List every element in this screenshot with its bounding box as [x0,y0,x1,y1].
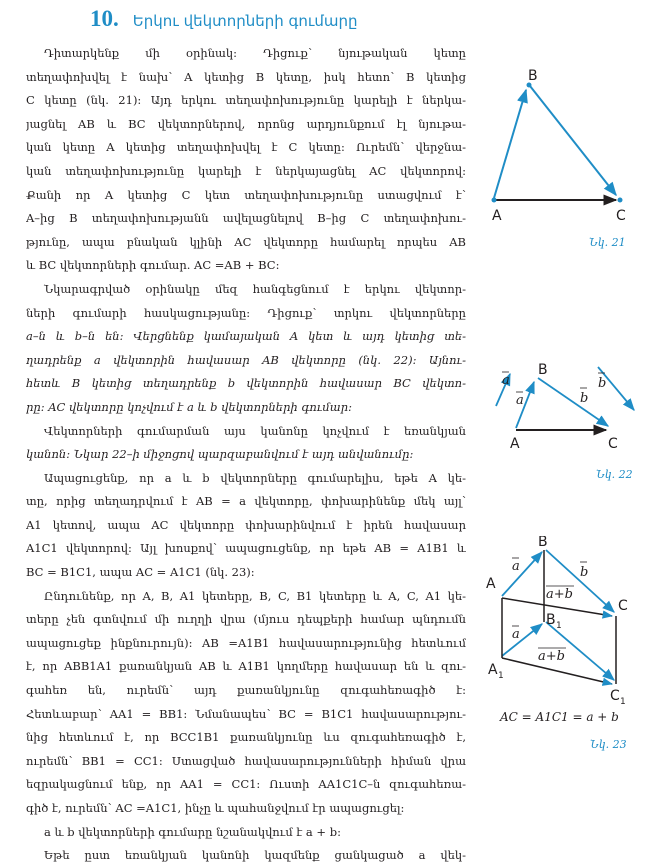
section-heading [90,6,358,32]
figure-21-caption: Նկ. 21 [589,236,626,249]
text-line: Ընդունենք, որ A, B, A1 կետերը, B, C, B1 կետերը և A, C, A1 կե- [44,588,466,603]
text-line: թյունը, ապա բնական կլինի AC վեկտորը համարել որպես AB [26,234,466,249]
label-a: A [510,436,520,452]
figure-23-formula: AC = A1C1 = a + b [500,710,619,724]
point-a [492,198,497,203]
vector-bc [546,550,614,612]
text-line: տեղափոխվել է նախ՝ A կետից B կետը, իսկ հետո՝ B կետից [26,69,466,84]
point-c [618,198,623,203]
text-line: և BC վեկտորների գումար. AC =AB + BC: [26,258,280,273]
label-a: A [492,208,502,222]
figure-21 [482,62,642,222]
label-vec-a: a [512,559,520,574]
label-b: B [528,68,538,84]
label-ab-a: a [516,393,524,408]
vector-ab [494,90,526,198]
text-line: տը, որից տեղադրվում է AB = a վեկտորը, փոխարինենք մեկ այլ՝ [26,494,466,509]
label-c: C [618,598,628,614]
text-line: A1 կետով, ապա AC վեկտորը փոխարինվում է իրեն հավասար [26,517,466,532]
figure-22 [494,362,644,462]
figure-23 [484,536,644,706]
vector-a1b1 [502,624,542,656]
svg-text:1: 1 [556,621,562,631]
text-line: C կետը (նկ. 21): Այդ երկու տեղափոխությունը կարելի է ներկա- [26,93,466,108]
label-vec-a-lower: a [512,627,520,642]
text-line: Հետևաբար՝ AA1 = BB1: Նմանապես՝ BC = B1C1 հավասարությու- [26,706,466,721]
label-vec-a-plus-b-lower: a+b [538,649,565,664]
text-line: ապացուցեք ինքնուրույն): AB =A1B1 հավասարությունից հետևում [26,635,466,650]
text-line: հետև B կետից տեղադրենք b վեկտորին հավասար BC վեկտո- [26,376,466,391]
text-line: նից հետևում է, որ BCC1B1 քառանկյունը ևս զուգահեռագիծ է, [26,730,466,745]
section-number: 10. [90,6,119,31]
label-b: B [538,536,548,550]
label-c1: C [610,688,620,704]
label-c: C [608,436,618,452]
text-line: Եթե ըստ եռանկյան կանոնի կազմենք ցանկացած a վեկ- [44,848,466,863]
text-line: Դիտարկենք մի օրինակ: Դիցուք՝ նյութական կետը [44,46,466,60]
text-line: Վեկտորների գումարման այս կանոնը կոչվում է եռանկյան [44,423,466,438]
label-a1: A [488,662,498,678]
text-line: գիծ է, ուրեմն՝ AC =A1C1, ինչը և պահանջվում էր ապացուցել: [26,801,405,815]
text-line: Ապացուցենք, որ a և b վեկտորները գումարելիս, եթե A կե- [44,470,466,485]
text-line: Նկարագրված օրինակը մեզ հանգեցնում է երկու վեկտոր- [44,281,466,296]
text-line: տերը չեն գտնվում մի ուղղի վրա (մյուս դեպքերի համար պնդումն [26,612,466,627]
vector-ab [502,552,542,596]
label-bc-b: b [580,391,589,406]
text-line: a և b վեկտորների գումարը նշանակվում է a + b: [44,824,341,839]
vector-bc [530,86,616,195]
text-line: եզրակացնում ենք, որ AA1 = CC1: Ուստի AA1C1C–ն զուգահեռա- [26,777,466,792]
label-vec-a-plus-b: a+b [546,587,573,602]
text-line: կան տեղափոխությունը կարելի է ներկայացնել AC վեկտորով: [26,163,466,178]
text-line: a–ն և b–ն են: Վերցնենք կամայական A կետ և այդ կետից տե- [26,329,466,344]
figure-22-caption: Նկ. 22 [596,468,633,481]
svg-text:1: 1 [620,697,626,706]
label-a: A [486,576,496,592]
text-line: յացնել AB և BC վեկտորներով, որոնց արդյունքում էլ նյութա- [26,116,466,131]
label-b: B [538,362,548,378]
text-line: A–ից B տեղափոխությանն ավելացնելով B–ից C տեղափոխու- [26,211,466,226]
text-line: կան կետը A կետից տեղափոխվել է C կետը: Ուրեմն՝ վերջնա- [26,140,466,155]
section-title: Երկու վեկտորների գումարը [132,12,358,30]
label-free-b: b [598,376,607,391]
body-text [26,42,466,868]
label-vec-b: b [580,565,589,580]
text-line: ների գումարի հասկացությանը: Դիցուք՝ տրկու վեկտորները [26,305,466,320]
label-c: C [616,208,626,222]
label-b1: B [546,612,556,628]
text-line: կանոն: Նկար 22–ի միջոցով պարզաբանվում է այդ անվանումը: [26,447,414,462]
text-line: րը: AC վեկտորը կոչվում է a և b վեկտորների գումար: [26,399,352,414]
text-line: է, որ ABB1A1 քառանկյան AB և A1B1 կողմերը հավասար են և զու- [26,659,466,674]
text-line: ուրեմն՝ BB1 = CC1: Ստացված հավասարությունների հիման վրա [26,753,466,768]
text-line: ղադրենք a վեկտորին հավասար AB վեկտորը (նկ. 22): Այնու- [26,352,466,367]
label-free-a: a [502,373,510,388]
text-line: A1C1 վեկտորով: Այլ խոսքով՝ ապացուցենք, որ եթե AB = A1B1 և [26,541,466,556]
text-line: BC = B1C1, ապա AC = A1C1 (նկ. 23): [26,565,255,580]
svg-text:1: 1 [498,671,504,681]
text-line: Քանի որ A կետից C կետ տեղափոխությունը ստացվում է՝ [26,187,466,202]
figure-23-caption: Նկ. 23 [590,738,627,751]
text-line: գահեռ են, ուրեմն՝ այդ քառանկյունը զուգահեռագիծ է: [26,683,466,698]
